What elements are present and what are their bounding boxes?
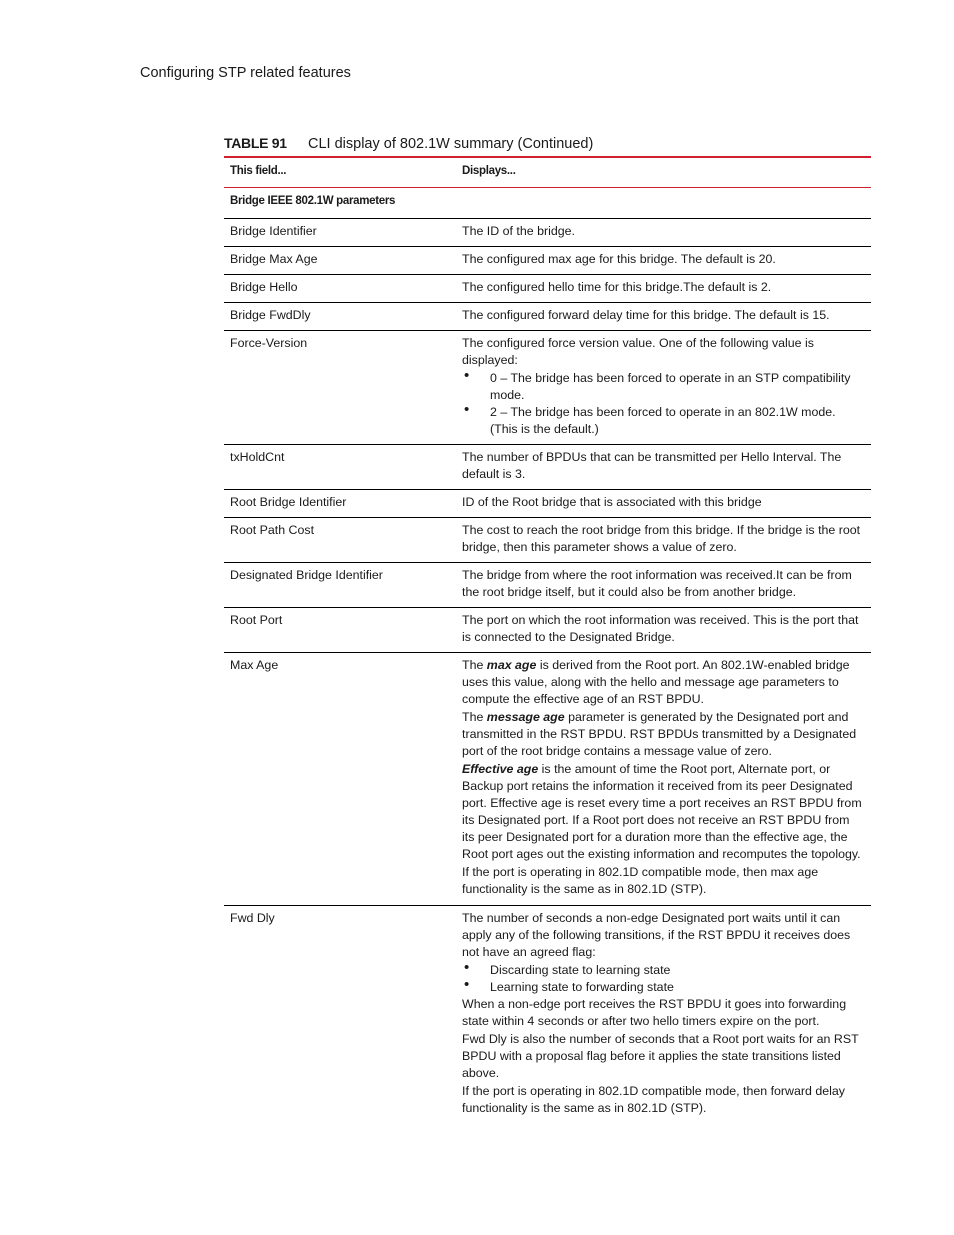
header-field: This field... xyxy=(230,165,287,177)
description-cell: ID of the Root bridge that is associated with this bridge xyxy=(462,495,762,509)
description-text: The configured force version value. One of the following value is displayed: xyxy=(462,336,814,367)
header-displays: Displays... xyxy=(462,165,516,177)
value-code: 2 xyxy=(490,405,497,419)
description-cell xyxy=(456,653,871,906)
description-cell xyxy=(456,906,871,1125)
bullet-list xyxy=(462,370,865,438)
description-cell: The configured max age for this bridge. The default is 20. xyxy=(462,252,776,266)
table-row xyxy=(224,563,871,608)
table-number: TABLE 91 xyxy=(224,135,287,151)
stp-summary-table xyxy=(224,156,871,1124)
field-cell: Root Bridge Identifier xyxy=(230,495,347,509)
field-cell: Bridge Identifier xyxy=(230,224,317,238)
description-paragraph xyxy=(462,761,865,863)
field-cell: txHoldCnt xyxy=(230,450,285,464)
description-cell: The number of BPDUs that can be transmitted per Hello Interval. The default is 3. xyxy=(462,450,842,481)
description-paragraph: The number of seconds a non-edge Designated port waits until it can apply any of the following transitions, if the RST BPDU it receives does not have an agreed flag: xyxy=(462,911,851,959)
table-row xyxy=(224,445,871,490)
term-effective-age: Effective age xyxy=(462,762,539,776)
field-cell: Root Path Cost xyxy=(230,523,315,537)
description-cell: The ID of the bridge. xyxy=(462,224,575,238)
value-code: 0 xyxy=(490,371,497,385)
field-cell: Force-Version xyxy=(230,336,308,350)
list-item xyxy=(462,370,865,404)
text-span: The xyxy=(462,658,487,672)
description-cell: The configured hello time for this bridge.The default is 2. xyxy=(462,280,772,294)
item-text: – The bridge has been forced to operate in an STP compatibility mode. xyxy=(490,371,851,402)
table-row xyxy=(224,653,871,906)
description-paragraph: If the port is operating in 802.1D compatible mode, then forward delay functionality is the same as in 802.1D (STP). xyxy=(462,1084,845,1115)
description-cell: The port on which the root information was received. This is the port that is connected to the Designated Bridge. xyxy=(462,613,859,644)
text-span: is the amount of time the Root port, Alternate port, or Backup port retains the information it received from its peer Designated port. Effective age is reset every time a port receives an RST BPDU from its Designated port. If a Root port does not receive an RST BPDU from its peer Designated port for a duration more than the effective age, the Root port ages out the existing information and recomputes the topology. xyxy=(462,762,862,861)
bullet-list xyxy=(462,962,865,996)
table-row xyxy=(224,275,871,303)
description-paragraph xyxy=(462,709,865,760)
field-cell: Max Age xyxy=(230,658,279,672)
field-cell: Bridge Hello xyxy=(230,280,298,294)
table-row xyxy=(224,247,871,275)
table-row xyxy=(224,303,871,331)
field-cell: Root Port xyxy=(230,613,283,627)
table-caption xyxy=(224,135,871,152)
field-cell: Fwd Dly xyxy=(230,911,275,925)
description-cell: The bridge from where the root information was received.It can be from the root bridge itself, but it could also be from another bridge. xyxy=(462,568,852,599)
description-paragraph xyxy=(462,657,865,708)
table-row xyxy=(224,906,871,1125)
text-span: The xyxy=(462,710,487,724)
field-cell: Bridge Max Age xyxy=(230,252,318,266)
item-text: – The bridge has been forced to operate in an 802.1W mode. (This is the default.) xyxy=(490,405,836,436)
list-item: • Learning state to forwarding state xyxy=(462,979,865,996)
description-paragraph: Fwd Dly is also the number of seconds that a Root port waits for an RST BPDU with a proposal flag before it applies the state transitions listed above. xyxy=(462,1032,859,1080)
table-row xyxy=(224,490,871,518)
field-cell: Designated Bridge Identifier xyxy=(230,568,383,582)
list-item: • Discarding state to learning state xyxy=(462,962,865,979)
description-paragraph: When a non-edge port receives the RST BPDU it goes into forwarding state within 4 seconds or after two hello timers expire on the port. xyxy=(462,997,847,1028)
field-cell: Bridge FwdDly xyxy=(230,308,311,322)
group-label: Bridge IEEE 802.1W parameters xyxy=(230,195,396,207)
table-row xyxy=(224,518,871,563)
group-row xyxy=(224,188,871,219)
description-cell: The configured forward delay time for this bridge. The default is 15. xyxy=(462,308,830,322)
term-message-age: message age xyxy=(486,710,565,724)
table-title: CLI display of 802.1W summary (Continued) xyxy=(308,136,594,152)
text-span: is derived from the Root port. An 802.1W-enabled bridge uses this value, along with the hello and message age parameters to compute the effective age of an RST BPDU. xyxy=(462,658,850,706)
table-header-row xyxy=(224,157,871,188)
text-span: parameter is generated by the Designated port and transmitted in the RST BPDU. RST BPDUs transmitted by a Designated port of the root bridge contains a message value of zero. xyxy=(462,710,857,758)
list-item xyxy=(462,404,865,438)
running-head: Configuring STP related features xyxy=(140,65,351,81)
term-max-age: max age xyxy=(486,658,537,672)
table-row xyxy=(224,219,871,247)
table-row xyxy=(224,608,871,653)
table-row xyxy=(224,331,871,445)
description-cell: The cost to reach the root bridge from this bridge. If the bridge is the root bridge, then this parameter shows a value of zero. xyxy=(462,523,861,554)
description-cell xyxy=(456,331,871,445)
description-paragraph: If the port is operating in 802.1D compatible mode, then max age functionality is the same as in 802.1D (STP). xyxy=(462,865,819,896)
